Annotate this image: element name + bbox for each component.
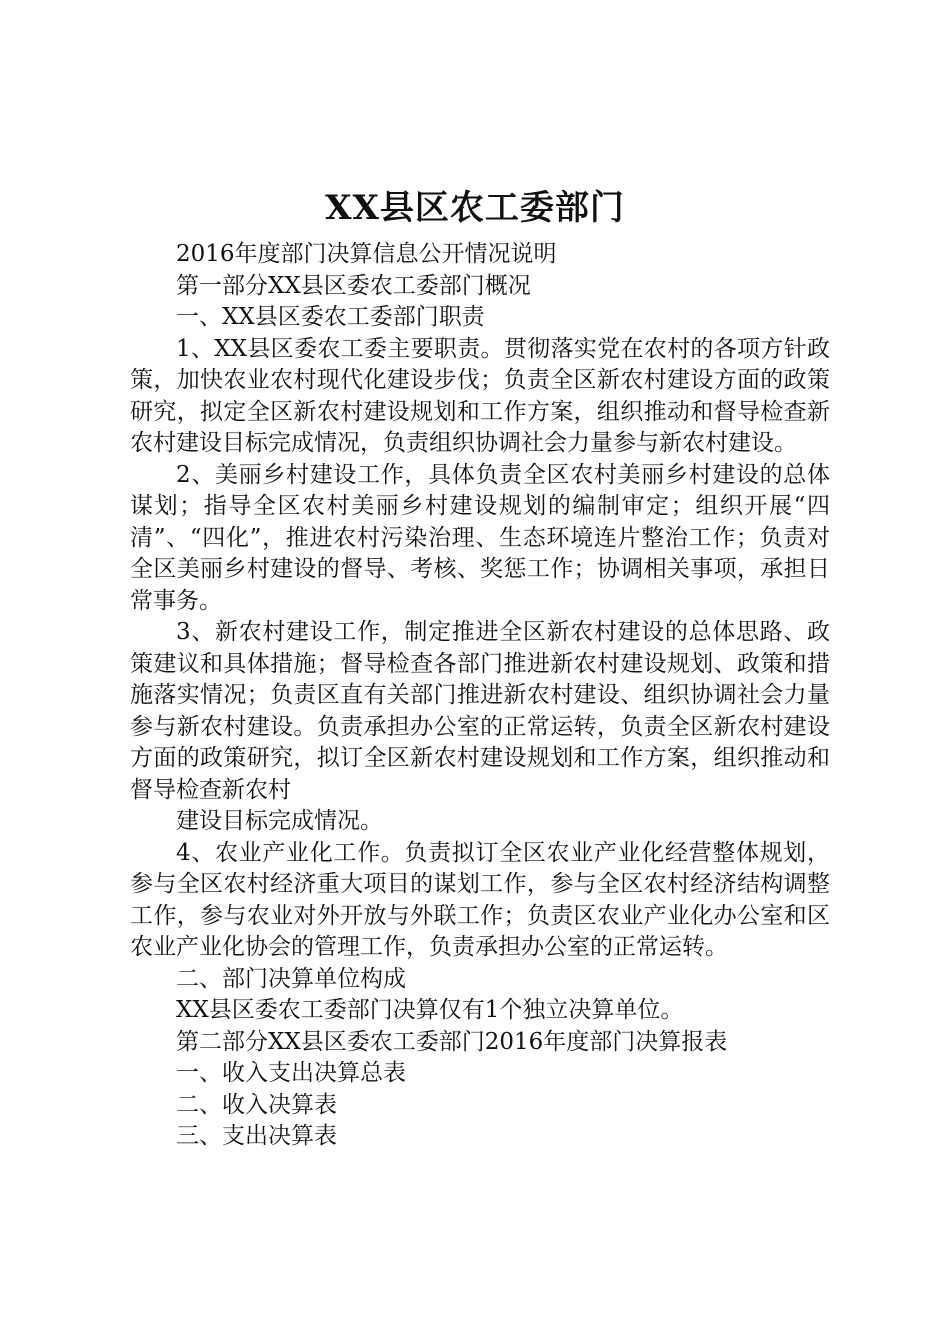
paragraph-part-one-heading: 第一部分XX县区委农工委部门概况	[176, 272, 531, 299]
paragraph-duty-3: 3、新农村建设工作，制定推进全区新农村建设的总体思路、政策建议和具体措施；督导检查各部门推进新农村建设规划、政策和措施落实情况；负责区直有关部门推进新农村建设、组织协调社会力量参与新农村建设。负责承担办公室的正常运转，负责全区新农村建设方面的政策研究，拟订全区新农村建设规划和工作方案，组织推动和督导检查新农村	[130, 619, 830, 803]
paragraph-subtitle: 2016年度部门决算信息公开情况说明	[176, 241, 557, 267]
paragraph-duty-1: 1、XX县区委农工委主要职责。贯彻落实党在农村的各项方针政策，加快农业农村现代化建设步伐；负责全区新农村建设方面的政策研究，拟定全区新农村建设规划和工作方案，组织推动和督导检查新农村建设目标完成情况，负责组织协调社会力量参与新农村建设。	[130, 335, 830, 456]
paragraph-part-two-heading: 第二部分XX县区委农工委部门2016年度部门决算报表	[176, 1028, 728, 1055]
paragraph-duty-4: 4、农业产业化工作。负责拟订全区农业产业化经营整体规划，参与全区农村经济重大项目的谋划工作，参与全区农村经济结构调整工作，参与农业对外开放与外联工作；负责区农业产业化办公室和区农业产业化协会的管理工作，负责承担办公室的正常运转。	[130, 839, 830, 960]
document-body	[130, 239, 830, 1153]
paragraph-report-item-1: 一、收入支出决算总表	[176, 1060, 406, 1086]
paragraph-duty-2: 2、美丽乡村建设工作，具体负责全区农村美丽乡村建设的总体谋划；指导全区农村美丽乡村建设规划的编制审定；组织开展“四清”、“四化”，推进农村污染治理、生态环境连片整治工作；负责对全区美丽乡村建设的督导、考核、奖惩工作；协调相关事项，承担日常事务。	[130, 461, 830, 614]
document-title: XX县区农工委部门	[325, 188, 625, 228]
paragraph-unit-composition: XX县区委农工委部门决算仅有1个独立决算单位。	[176, 997, 684, 1023]
paragraph-section-one-heading: 一、XX县区委农工委部门职责	[176, 304, 485, 330]
paragraph-duty-3-continued: 建设目标完成情况。	[176, 808, 383, 834]
paragraph-section-two-heading: 二、部门决算单位构成	[176, 965, 406, 992]
paragraph-report-item-2: 二、收入决算表	[176, 1091, 337, 1118]
paragraph-report-item-3: 三、支出决算表	[176, 1123, 337, 1149]
